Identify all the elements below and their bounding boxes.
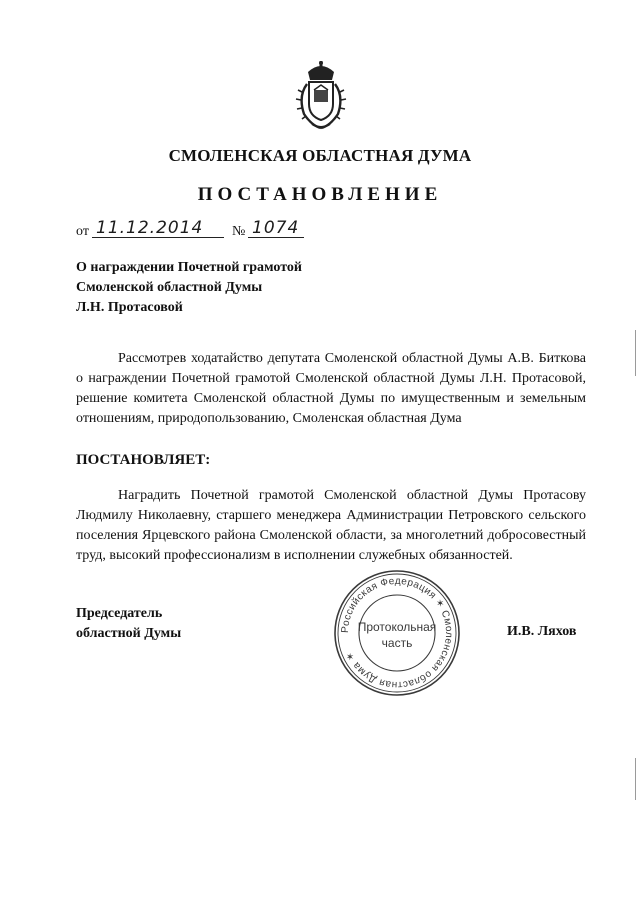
stamp-ring-text: Российская Федерация ✶ Смоленская областная Дума ✶: [339, 575, 455, 691]
scan-edge-mark: [635, 758, 636, 800]
document-subject: [76, 258, 376, 318]
position-line: Председатель: [76, 606, 163, 621]
subject-line: Смоленской областной Думы: [76, 280, 263, 295]
stamp-center-line: Протокольная: [357, 620, 437, 634]
decision-paragraph: Наградить Почетной грамотой Смоленской областной Думы Протасову Людмилу Николаевну, старшего менеджера Администрации Петровского сельского поселения Ярцевского района Смоленской области, за многолетний добросовестный труд, высокий профессионализм в исполнении служебных обязанностей.: [76, 488, 586, 563]
coat-of-arms-icon: [290, 60, 352, 132]
position-line: областной Думы: [76, 626, 182, 641]
decree-heading: ПОСТАНОВЛЯЕТ:: [76, 452, 211, 468]
number-handwritten: 1074: [252, 218, 300, 238]
stamp-center-text: [333, 619, 461, 651]
subject-line: О награждении Почетной грамотой: [76, 260, 302, 275]
preamble-paragraph: Рассмотрев ходатайство депутата Смоленской областной Думы А.В. Биткова о награждении Почетной грамотой Смоленской областной Думы Л.Н. Протасовой, решение комитета Смоленской областной Думы по имущественным и земельным отношениям, природопользованию, Смоленская областная Дума: [76, 351, 586, 426]
signatory-position: [76, 604, 236, 644]
document-type-heading: ПОСТАНОВЛЕНИЕ: [197, 184, 443, 205]
document-date-number: [76, 218, 396, 244]
number-label: №: [232, 224, 246, 239]
subject-line: Л.Н. Протасовой: [76, 300, 183, 315]
signatory-name: И.В. Ляхов: [507, 624, 577, 639]
date-label: от: [76, 224, 89, 239]
organization-title: СМОЛЕНСКАЯ ОБЛАСТНАЯ ДУМА: [168, 146, 472, 165]
stamp-center-line: часть: [381, 636, 413, 650]
date-handwritten: 11.12.2014: [96, 218, 204, 238]
scan-edge-mark: [635, 330, 636, 376]
